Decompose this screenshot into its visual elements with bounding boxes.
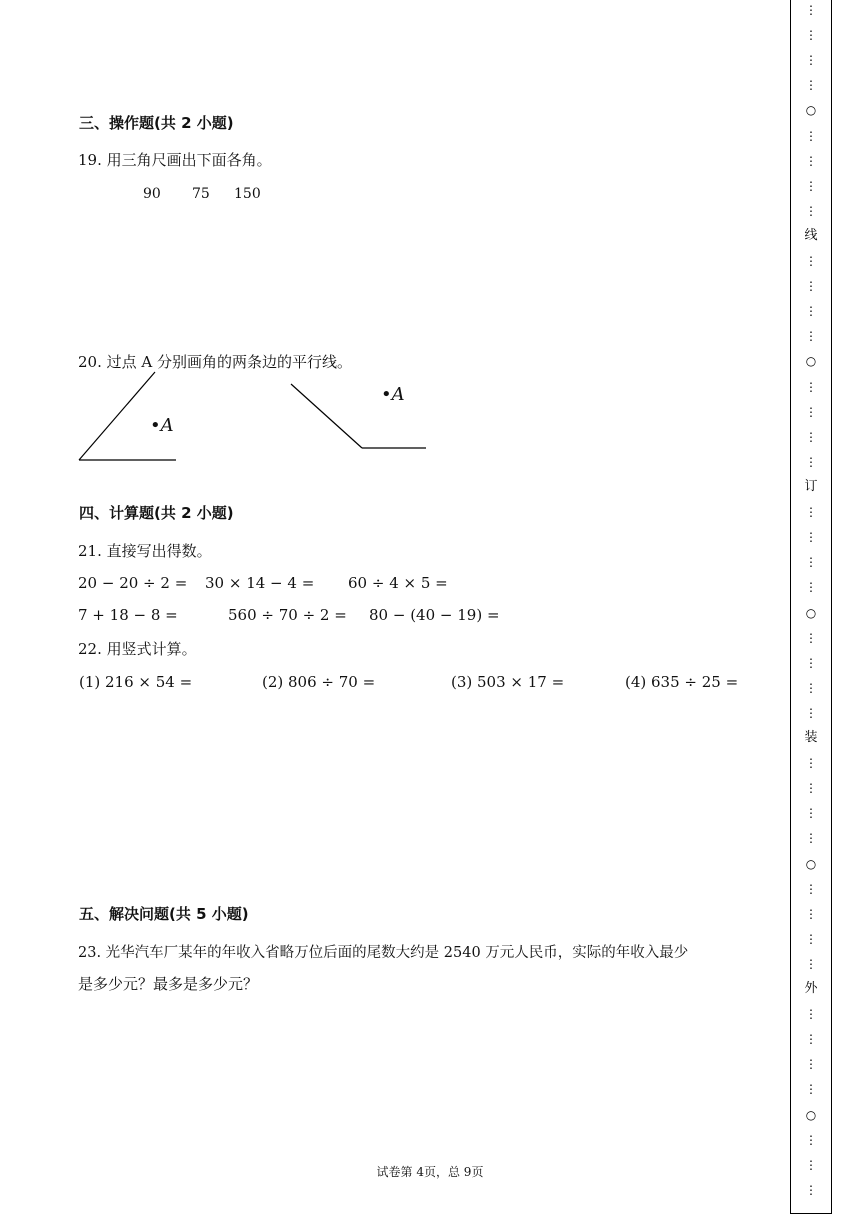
binding-dot: ⋮ [805, 555, 817, 570]
binding-circle: ○ [805, 103, 817, 118]
binding-circle: ○ [805, 605, 817, 620]
binding-dot: ⋮ [805, 404, 817, 419]
binding-dot: ⋮ [805, 680, 817, 695]
expr-21-1: 20 − 20 ÷ 2 = [78, 574, 188, 592]
expr-22-1: (1) 216 × 54 = [79, 673, 193, 691]
question-20: 20. 过点 A 分别画角的两条边的平行线。 [78, 353, 352, 371]
binding-dot: ⋮ [805, 931, 817, 946]
angle-value-75: 75 [192, 186, 210, 202]
binding-dot: ⋮ [805, 3, 817, 17]
binding-dot: ⋮ [805, 881, 817, 896]
binding-marks [801, 0, 821, 1213]
question-21: 21. 直接写出得数。 [78, 542, 212, 560]
question-19: 19. 用三角尺画出下面各角。 [78, 151, 272, 169]
point-a-left: •A [150, 415, 174, 436]
binding-circle: ○ [805, 354, 817, 369]
expr-22-4: (4) 635 ÷ 25 = [625, 673, 739, 691]
expr-22-3: (3) 503 × 17 = [451, 673, 565, 691]
expr-21-2: 30 × 14 − 4 = [205, 574, 315, 592]
binding-dot: ⋮ [805, 580, 817, 595]
binding-dot: ⋮ [805, 279, 817, 294]
binding-dot: ⋮ [805, 906, 817, 921]
binding-dot: ⋮ [805, 1132, 817, 1147]
section-title-problem-solving: 五、解决问题(共 5 小题) [79, 905, 249, 923]
binding-dot: ⋮ [805, 655, 817, 670]
binding-dot: ⋮ [805, 454, 817, 469]
binding-dot: ⋮ [805, 1032, 817, 1047]
binding-dot: ⋮ [805, 429, 817, 444]
binding-dot: ⋮ [805, 1082, 817, 1097]
binding-label: 订 [804, 478, 818, 494]
binding-dot: ⋮ [805, 630, 817, 645]
binding-circle: ○ [805, 856, 817, 871]
binding-dot: ⋮ [805, 1182, 817, 1197]
question-23-line-1: 23. 光华汽车厂某年的年收入省略万位后面的尾数大约是 2540 万元人民币，实际的年收入最少 [78, 945, 689, 961]
binding-dot: ⋮ [805, 1057, 817, 1072]
binding-dot: ⋮ [805, 505, 817, 520]
binding-dot: ⋮ [805, 756, 817, 771]
section-title-calculation: 四、计算题(共 2 小题) [79, 504, 234, 522]
binding-dot: ⋮ [805, 153, 817, 168]
binding-dot: ⋮ [805, 1157, 817, 1172]
binding-dot: ⋮ [805, 1007, 817, 1022]
expr-21-3: 60 ÷ 4 × 5 = [348, 574, 448, 592]
question-23-line-2: 是多少元？最多是多少元？ [78, 975, 259, 993]
point-a-right: •A [381, 384, 405, 405]
binding-dot: ⋮ [805, 831, 817, 846]
angle-value-150: 150 [234, 186, 261, 202]
binding-dot: ⋮ [805, 53, 817, 68]
binding-dot: ⋮ [805, 781, 817, 796]
binding-label: 外 [804, 981, 818, 997]
angle-value-90: 90 [143, 186, 161, 202]
binding-dot: ⋮ [805, 28, 817, 43]
binding-dot: ⋮ [805, 178, 817, 193]
binding-dot: ⋮ [805, 128, 817, 143]
binding-dot: ⋮ [805, 329, 817, 344]
binding-dot: ⋮ [805, 379, 817, 394]
binding-circle: ○ [805, 1107, 817, 1122]
question-22: 22. 用竖式计算。 [78, 640, 197, 658]
binding-dot: ⋮ [805, 806, 817, 821]
expr-21-5: 560 ÷ 70 ÷ 2 = [228, 606, 347, 624]
binding-dot: ⋮ [805, 705, 817, 720]
binding-dot: ⋮ [805, 254, 817, 269]
expr-21-4: 7 + 18 − 8 = [78, 606, 178, 624]
expr-22-2: (2) 806 ÷ 70 = [262, 673, 376, 691]
expr-21-6: 80 − (40 − 19) = [369, 606, 500, 624]
binding-dot: ⋮ [805, 956, 817, 971]
binding-label: 线 [804, 227, 818, 243]
section-title-operations: 三、操作题(共 2 小题) [79, 114, 234, 132]
binding-label: 装 [804, 730, 818, 746]
page-footer: 试卷第 4页，总 9页 [376, 1165, 484, 1179]
binding-dot: ⋮ [805, 304, 817, 319]
binding-dot: ⋮ [805, 530, 817, 545]
binding-dot: ⋮ [805, 203, 817, 218]
angle-figure-right [291, 384, 426, 448]
binding-dot: ⋮ [805, 78, 817, 93]
